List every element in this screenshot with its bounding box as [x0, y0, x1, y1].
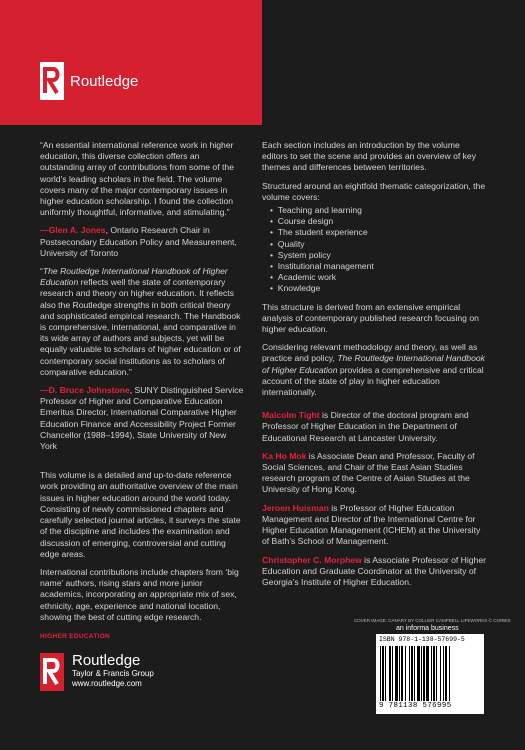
publisher-logo-top	[40, 62, 138, 100]
barcode-bar	[382, 646, 384, 701]
barcode-bar	[433, 646, 435, 701]
endorsement-attribution-1: —Glen A. Jones, Ontario Research Chair in Postsecondary Education Policy and Measurement, University of Toronto	[40, 225, 237, 258]
theme-item: • Course design	[270, 216, 487, 227]
barcode-bar	[405, 646, 406, 701]
barcode-bar	[436, 646, 437, 701]
theme-item: • Knowledge	[270, 283, 487, 294]
theme-list	[262, 205, 487, 295]
barcode-bar	[380, 646, 381, 701]
right-column	[262, 140, 487, 595]
barcode-bar	[417, 646, 420, 701]
barcode-bars	[380, 646, 480, 701]
endorsement-quote-2: “The Routledge International Handbook of Higher Education reflects well the state of contemporary research and theory on higher education. It reflects also the Routledge strengths in both critical theory and sophisticated empirical research. The Handbook is comprehensive, international, and comparative in its wide array of authors and subjects, yet will be equally valuable to scholars of higher education or of contemporary social institutions as to scholars of comparative education.”	[40, 266, 241, 377]
barcode-bar	[389, 646, 391, 701]
subject-category: HIGHER EDUCATION	[40, 633, 111, 640]
publisher-group: Taylor & Francis Group	[72, 669, 154, 678]
theme-item: • The student experience	[270, 227, 487, 238]
barcode-bar	[409, 646, 410, 701]
structure-paragraph: Structured around an eightfold thematic categorization, the volume covers:	[262, 180, 486, 202]
informa-tagline: an informa business	[396, 625, 459, 632]
editor-bio: Christopher C. Morphew is Associate Professor of Higher Education and Graduate Coordinator at the University of Georgia’s Institute of Higher Education.	[262, 554, 486, 587]
barcode-bar	[385, 646, 386, 701]
barcode-bar	[414, 646, 415, 701]
theme-item: • Institutional management	[270, 261, 487, 272]
isbn-text: ISBN 978-1-138-57699-5	[379, 636, 465, 643]
publisher-logo-bottom	[40, 653, 154, 691]
barcode-bar	[392, 646, 393, 701]
editor-bio: Malcolm Tight is Director of the doctoral program and Professor of Higher Education in the Department of Educational Research at Lancaster University.	[262, 410, 469, 443]
theme-item: • Teaching and learning	[270, 205, 487, 216]
theme-item: • Quality	[270, 239, 487, 250]
routledge-r-icon	[40, 653, 64, 691]
methodology-paragraph: Considering relevant methodology and theory, as well as practice and policy, The Routledge International Handbook of Higher Education provides a comprehensive and critical account of the state of play in higher education internationally.	[262, 342, 485, 398]
structure-derivation-paragraph: This structure is derived from an extensive empirical analysis of contemporary published research focusing on higher education.	[262, 301, 479, 335]
barcode-bar	[440, 646, 441, 701]
theme-item: • System policy	[270, 250, 487, 261]
editor-bio: Jeroen Huisman is Professor of Higher Education Management and Director of the International Centre for Higher Education Management (ICHEM) at the University of Bath’s School of Management.	[262, 502, 481, 547]
cover-image-credit: COVER IMAGE: CANARY BY COLLIER CAMPBELL LIFEWORKS © CORBIS	[354, 618, 511, 623]
publisher-name-bottom: Routledge	[72, 652, 141, 669]
theme-item: • Academic work	[270, 272, 487, 283]
barcode-bar	[401, 646, 403, 701]
barcode-bar	[449, 646, 450, 701]
book-description-2: International contributions include chapters from ‘big name’ authors, rising stars and more junior academics, incorporating an appropriate mix of sex, ethnicity, age, experience and national location, showing the best of cutting edge research.	[40, 566, 239, 622]
barcode	[376, 634, 484, 714]
barcode-bar	[445, 646, 447, 701]
routledge-r-icon	[40, 62, 64, 100]
publisher-name: Routledge	[70, 72, 139, 90]
left-column	[40, 140, 245, 630]
barcode-bar	[421, 646, 422, 701]
barcode-bar	[395, 646, 398, 701]
barcode-number: 9 781138 576995	[379, 702, 452, 710]
barcode-bar	[426, 646, 429, 701]
barcode-bar	[411, 646, 413, 701]
barcode-bar	[423, 646, 425, 701]
publisher-url: www.routledge.com	[72, 679, 142, 688]
overview-paragraph: Each section includes an introduction by the volume editors to set the scene and provides an overview of key themes and differences between territories.	[262, 140, 477, 173]
endorsement-quote-1: “An essential international reference work in higher education, this diverse collection offers an outstanding array of contributions from some of the world’s leading scholars in the field. The volume covers many of the major contemporary issues in higher education scholarship. I found the collection uniformly thoughtful, informative, and stimulating.”	[40, 140, 234, 218]
barcode-bar	[431, 646, 432, 701]
barcode-bar	[399, 646, 400, 701]
editor-bio: Ka Ho Mok is Associate Dean and Professor, Faculty of Social Sciences, and Chair of the East Asian Studies research program of the Centre of Asian Studies at the University of Hong Kong.	[262, 450, 475, 495]
barcode-bar	[443, 646, 444, 701]
book-description-1: This volume is a detailed and up-to-date reference work providing an authoritative overview of the main issues in higher education around the world today. Consisting of newly commissioned chapters and carefully selected journal articles, it surveys the state of the discipline and includes the examination and discussion of emerging, controversial and cutting edge areas.	[40, 470, 241, 559]
endorsement-attribution-2: —D. Bruce Johnstone, SUNY Distinguished Service Professor of Higher and Comparative Education Emeritus Director, International Comparative Higher Education Finance and Accessibility Project Former Chancellor (1988–1994), State University of New York	[40, 385, 244, 452]
